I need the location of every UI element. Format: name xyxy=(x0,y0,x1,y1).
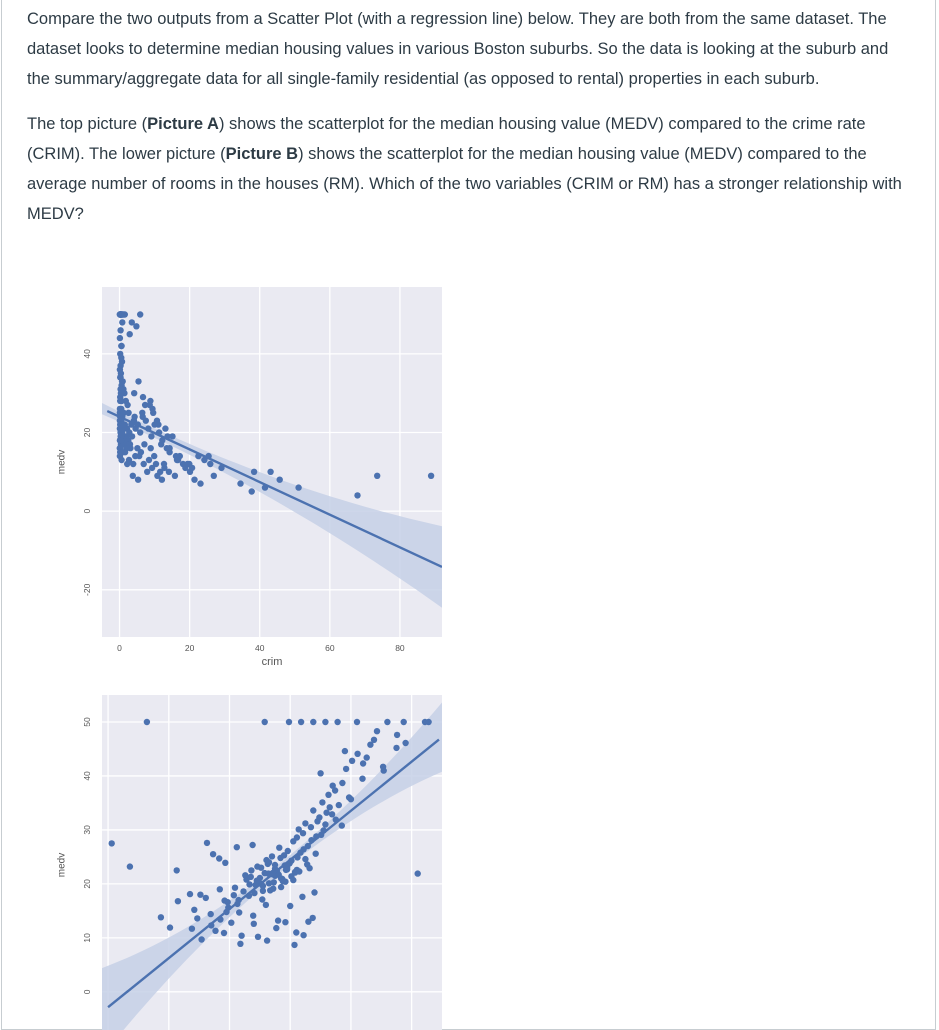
scatter-point xyxy=(280,878,286,884)
x-tick-label: 60 xyxy=(325,643,335,653)
scatter-point xyxy=(342,748,348,754)
scatter-point xyxy=(262,719,268,725)
x-tick-label: 40 xyxy=(255,643,265,653)
scatter-point xyxy=(325,792,331,798)
scatter-point xyxy=(322,719,328,725)
scatter-point xyxy=(249,842,255,848)
x-tick-label: 20 xyxy=(185,643,195,653)
picture-b-label: Picture B xyxy=(226,145,298,163)
scatter-point xyxy=(248,867,254,873)
scatter-point xyxy=(266,880,272,886)
scatter-point xyxy=(222,860,228,866)
scatter-point xyxy=(287,903,293,909)
scatter-point xyxy=(221,930,227,936)
scatter-point xyxy=(191,907,197,913)
x-tick-label: 80 xyxy=(395,643,405,653)
scatter-point xyxy=(293,929,299,935)
scatter-point xyxy=(299,894,305,900)
scatter-point xyxy=(394,732,400,738)
scatter-point xyxy=(285,848,291,854)
scatter-point xyxy=(276,845,282,851)
scatter-point xyxy=(221,897,227,903)
y-tick-label: 20 xyxy=(82,879,92,889)
scatter-point xyxy=(401,719,407,725)
scatter-point xyxy=(334,719,340,725)
scatter-point xyxy=(300,830,306,836)
scatter-point xyxy=(291,942,297,948)
scatter-point xyxy=(339,780,345,786)
scatter-point xyxy=(260,888,266,894)
scatter-point xyxy=(300,932,306,938)
scatter-point xyxy=(258,865,264,871)
question-paragraph-1: Compare the two outputs from a Scatter Plot (with a regression line) below. They are both from the same dataset. The dataset looks to determine median housing values in various Boston suburbs. So the data is looking at the suburb and the summary/aggregate data for all single-family residential (as opposed to rental) properties in each suburb. xyxy=(27,4,907,94)
scatter-point xyxy=(127,863,133,869)
scatter-point xyxy=(311,889,317,895)
scatter-point xyxy=(174,867,180,873)
scatter-point xyxy=(251,921,257,927)
scatter-point xyxy=(393,745,399,751)
scatter-point xyxy=(189,926,195,932)
x-tick-label: 0 xyxy=(117,643,122,653)
scatter-point xyxy=(246,881,252,887)
scatter-point xyxy=(175,898,181,904)
scatter-point xyxy=(228,920,234,926)
y-tick-label: 50 xyxy=(82,717,92,727)
scatter-point xyxy=(310,807,316,813)
scatter-point xyxy=(425,719,431,725)
scatter-point xyxy=(269,853,275,859)
y-tick-label: -20 xyxy=(82,583,92,596)
scatter-point xyxy=(317,770,323,776)
scatter-point xyxy=(384,719,390,725)
scatter-point xyxy=(310,719,316,725)
scatter-point xyxy=(330,783,336,789)
scatter-point xyxy=(402,740,408,746)
scatter-point xyxy=(234,844,240,850)
scatter-point xyxy=(158,914,164,920)
y-tick-label: 40 xyxy=(82,771,92,781)
scatter-point xyxy=(339,822,345,828)
scatter-point xyxy=(270,886,276,892)
scatter-point xyxy=(250,913,256,919)
scatter-point xyxy=(348,796,354,802)
scatter-point xyxy=(208,911,214,917)
scatter-point xyxy=(203,895,209,901)
p2-text-a: The top picture ( xyxy=(27,115,147,133)
scatter-point xyxy=(322,821,328,827)
scatter-point xyxy=(210,851,216,857)
scatter-point xyxy=(294,834,300,840)
scatter-point xyxy=(294,867,300,873)
scatter-point xyxy=(374,728,380,734)
scatter-point xyxy=(255,934,261,940)
scatter-point xyxy=(242,872,248,878)
scatter-point xyxy=(167,924,173,930)
scatter-point xyxy=(187,891,193,897)
scatter-point xyxy=(323,810,329,816)
scatter-point xyxy=(232,885,238,891)
scatter-point xyxy=(354,719,360,725)
y-tick-label: 0 xyxy=(82,509,92,514)
scatter-point xyxy=(236,909,242,915)
scatter-point xyxy=(266,859,272,865)
scatter-point xyxy=(197,892,203,898)
p2-text-e: ) shows the scatterplot for the median housing value (MEDV) compared to the average number of rooms in the houses (RM). Which of the two variables (CRIM or RM) has a stronger relationship with MEDV? xyxy=(27,145,902,223)
scatter-point xyxy=(278,884,284,890)
scatter-point xyxy=(359,776,365,782)
scatter-point xyxy=(286,719,292,725)
scatter-point xyxy=(371,737,377,743)
y-tick-label: 40 xyxy=(82,349,92,359)
scatter-point xyxy=(298,719,304,725)
scatter-point xyxy=(381,767,387,773)
scatter-point xyxy=(264,937,270,943)
scatter-point xyxy=(194,915,200,921)
scatter-point xyxy=(329,811,335,817)
y-tick-label: 0 xyxy=(82,989,92,994)
scatter-point xyxy=(273,925,279,931)
scatter-point xyxy=(319,799,325,805)
y-axis-label: medv xyxy=(57,450,68,474)
scatter-point xyxy=(290,877,296,883)
scatter-point xyxy=(275,917,281,923)
scatter-point xyxy=(313,851,319,857)
scatter-point xyxy=(364,754,370,760)
scatter-point xyxy=(308,824,314,830)
picture-a-label: Picture A xyxy=(147,115,219,133)
scatter-point xyxy=(198,936,204,942)
scatter-point xyxy=(263,902,269,908)
scatter-point xyxy=(217,886,223,892)
scatter-point xyxy=(212,928,218,934)
scatter-point xyxy=(238,933,244,939)
scatter-point xyxy=(216,855,222,861)
y-tick-label: 30 xyxy=(82,825,92,835)
scatter-point xyxy=(327,804,333,810)
scatter-point xyxy=(336,802,342,808)
scatter-point xyxy=(349,758,355,764)
scatter-point xyxy=(237,941,243,947)
scatter-point xyxy=(259,896,265,902)
scatter-point xyxy=(302,820,308,826)
scatter-point xyxy=(254,878,260,884)
scatter-point xyxy=(343,766,349,772)
x-axis-label: crim xyxy=(262,656,283,668)
scatter-point xyxy=(240,888,246,894)
scatter-point xyxy=(354,751,360,757)
y-tick-label: 10 xyxy=(82,933,92,943)
scatter-point xyxy=(204,840,210,846)
scatter-point xyxy=(144,719,150,725)
scatter-point xyxy=(415,870,421,876)
scatter-point xyxy=(304,861,310,867)
y-axis-label: medv xyxy=(57,853,68,877)
scatter-point xyxy=(248,874,254,880)
p2-text-c: ) shows the scatterplot for the median housing value (MEDV) compared to the crime rate (CRIM). The lower picture ( xyxy=(27,115,866,163)
scatter-point xyxy=(314,818,320,824)
y-tick-label: 20 xyxy=(82,428,92,438)
scatter-point xyxy=(310,915,316,921)
scatter-point xyxy=(360,760,366,766)
scatter-point xyxy=(231,892,237,898)
scatter-point xyxy=(282,919,288,925)
scatter-point xyxy=(109,840,115,846)
